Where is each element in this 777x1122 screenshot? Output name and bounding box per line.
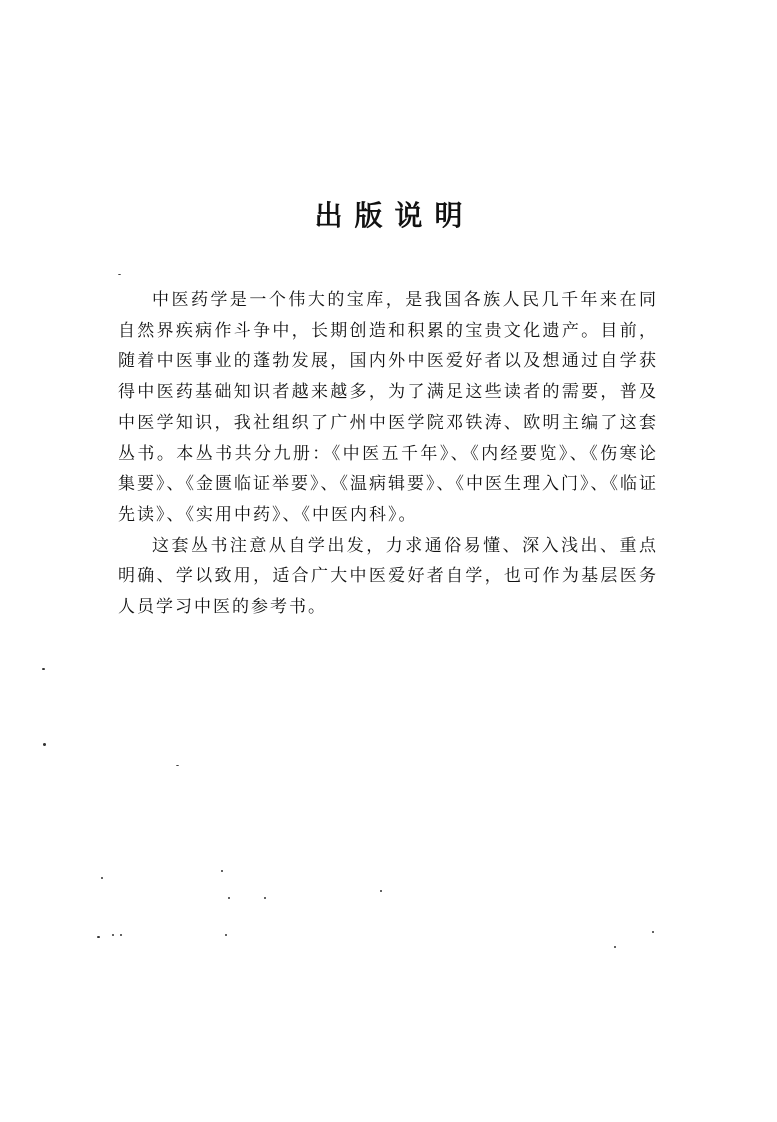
scan-speck	[42, 668, 45, 670]
scan-speck	[120, 934, 122, 936]
scan-speck	[228, 897, 230, 899]
scan-speck	[264, 897, 266, 899]
scan-speck	[112, 934, 114, 936]
scan-speck	[118, 274, 121, 275]
scan-speck	[176, 765, 179, 766]
paragraph-purpose: 这套丛书注意从自学出发，力求通俗易懂、深入浅出、重点明确、学以致用，适合广大中医爱好者自学，也可作为基层医务人员学习中医的参考书。	[118, 535, 658, 618]
paragraph-introduction: 中医药学是一个伟大的宝库，是我国各族人民几千年来在同自然界疾病作斗争中，长期创造和积累的宝贵文化遗产。目前，随着中医事业的蓬勃发展，国内外中医爱好者以及想通过自学获得中医药基础知识者越来越多，为了满足这些读者的需要，普及中医学知识，我社组织了广州中医学院邓铁涛、欧明主编了这套丛书。本丛书共分九册：《中医五千年》、《内经要览》、《伤寒论集要》、《金匮临证举要》、《温病辑要》、《中医生理入门》、《临证先读》、《实用中药》、《中医内科》。	[118, 290, 658, 525]
scan-speck	[225, 934, 227, 936]
scan-speck	[221, 870, 223, 872]
scan-speck	[43, 743, 46, 746]
scan-speck	[101, 877, 103, 879]
scan-speck	[380, 890, 382, 892]
publication-notes-body	[118, 285, 658, 623]
scan-speck	[652, 931, 654, 933]
page-title: 出版说明	[314, 199, 475, 232]
scan-speck	[614, 946, 616, 948]
scan-speck	[97, 936, 100, 938]
